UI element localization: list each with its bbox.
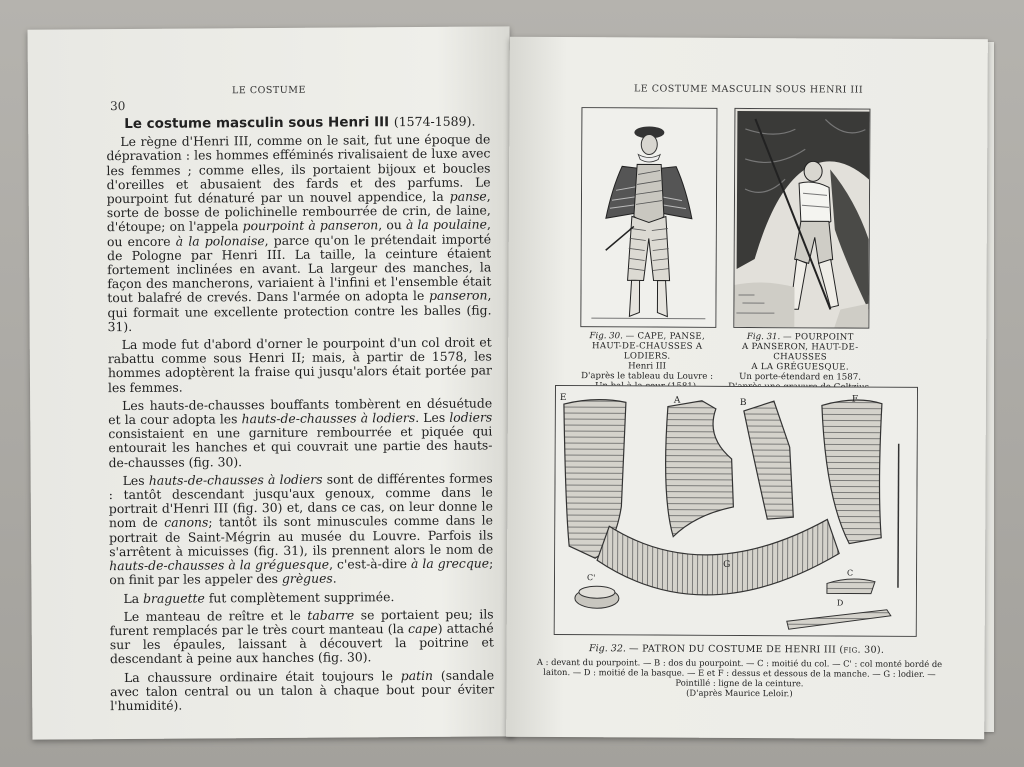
paragraph-4 [109, 471, 494, 587]
text-run: consistaient en une garniture rembourrée et piquée qui entourait les hanches et qui couvrait une partie des hauts-de-chausses (fig. 30). [108, 423, 493, 470]
text-run: sont de différentes formes : tantôt descendant jusqu'aux genoux, comme dans le portrait d'Henri III (fig. 30) et, dans ce cas, on leur donne le nom de [108, 470, 493, 531]
text-run: La [123, 590, 144, 606]
text-run: , ou encore [106, 216, 491, 249]
figure-32-caption-title [537, 644, 937, 656]
figure-30-caption-line-2: HAUT-DE-CHAUSSES A LODIERS. [592, 341, 703, 362]
figure-31-caption-line-3: A LA GRÉGUESQUE. [751, 362, 849, 373]
pattern-letter-c: C [847, 568, 854, 578]
figure-30-caption-line-3: Henri III [628, 361, 667, 372]
pattern-letter-f: F [851, 394, 859, 405]
text-run: se portaient peu; ils furent remplacés par le très court manteau (la [109, 606, 494, 639]
italic-term: canons [164, 514, 209, 531]
pattern-letter-d: D [836, 598, 844, 608]
body-text [106, 114, 494, 717]
text-run: ; on finit par les appeler des [109, 555, 494, 588]
paragraph-3 [108, 396, 492, 470]
figure-31-caption [721, 332, 879, 393]
paragraph-6 [110, 607, 494, 666]
section-title [106, 114, 490, 131]
figure-30-caption-line-1: — CAPE, PANSE, [625, 331, 706, 342]
italic-term: panse [449, 188, 487, 204]
paragraph-7 [110, 668, 494, 713]
pattern-letter-g: G [723, 559, 731, 570]
text-run: ) attaché sur les épaules, laissant à découvert la poitrine et descendant à peine aux hanches (fig. 30). [109, 620, 494, 667]
italic-term: à la poulaine [405, 216, 487, 233]
figure-30-caption [570, 331, 724, 392]
text-run: , parce qu'on le prétendait importé de Pologne par Henri III. La taille, la ceinture étaient fortement inclinées en avant. La largeur des manches, la façon des mancherons, variaient à l'infini et l'ensemble était tout balafré de crevés. Dans l'armée on adopta le [107, 231, 492, 306]
figure-30-label: Fig. 30. [589, 331, 623, 342]
left-page [28, 26, 515, 739]
pattern-letter-c-prime: C' [586, 573, 596, 583]
paragraphs [106, 133, 494, 714]
text-run: ; tantôt ils sont minuscules comme dans le portrait de Saint-Mégrin au musée du Louvre. Parfois ils s'arrêtent à micuisses (fig. 31), ils prennent alors le nom de [109, 512, 494, 560]
text-run: fut complètement supprimée. [204, 588, 395, 605]
running-head-right: LE COSTUME MASCULIN SOUS HENRI III [633, 83, 864, 96]
italic-term: hauts-de-chausses à lodiers [148, 471, 323, 488]
text-run: , ou [378, 217, 406, 233]
italic-term: braguette [143, 589, 205, 606]
right-page [506, 37, 988, 739]
paragraph-5 [109, 589, 493, 606]
italic-term: à la grecque [410, 555, 490, 572]
pattern-letter-e: E [559, 393, 567, 404]
text-run: La chaussure ordinaire était toujours le [123, 667, 401, 685]
figure-31-caption-line-4: Un porte-étendard en 1587. [739, 371, 861, 383]
text-run: Le manteau de reître et le [123, 607, 308, 624]
figure-31-label: Fig. 31. [746, 331, 781, 343]
pattern-letter-b: B [739, 397, 747, 408]
figure-32-legend-text: A : devant du pourpoint. — B : dos du pourpoint. — C : moitié du col. — C' : col monté bordé de laiton. — D : moitié de la basque. — E et F : dessus et dessous de la manche. — G : lodier. — Pointillé : ligne de la ceinture. [536, 656, 943, 689]
figure-32-credit: (D'après Maurice Leloir.) [686, 687, 793, 699]
figure-31-caption-line-2: A PANSERON, HAUT-DE-CHAUSSES [741, 341, 859, 363]
running-head-left: LE COSTUME [231, 84, 306, 97]
italic-term: patin [400, 667, 434, 683]
text-run: , c'est-à-dire [329, 556, 412, 572]
figure-31-caption-line-1: — POURPOINT [782, 332, 854, 343]
text-run: . [332, 570, 337, 586]
figure-30-engraving [580, 107, 717, 328]
pattern-letter-a: A [673, 395, 681, 406]
text-run: , qui formait une excellente protection contre les balles (fig. 31). [107, 287, 492, 334]
italic-term: pourpoint à panseron [242, 217, 379, 234]
figure-32-pattern-diagram [554, 385, 918, 637]
italic-term: lodiers [449, 409, 493, 425]
italic-term: hauts-de-chausses à lodiers [241, 410, 416, 427]
section-dates: (1574-1589). [393, 113, 476, 130]
text-run: (sandale avec talon central ou un talon à chaque bout pour éviter l'humidité). [110, 666, 495, 714]
italic-term: cape [408, 620, 438, 636]
text-run: La mode fut d'abord d'orner le pourpoint d'un col droit et rabattu comme sous Henri II; mais, à partir de 1578, les hommes adoptèrent la fraise qui jusqu'alors était portée par les femmes. [107, 334, 492, 395]
text-run: Les hauts-de-chausses bouffants tombèrent en désuétude et la cour adopta les [108, 395, 493, 428]
figure-30-caption-line-4: D'après le tableau du Louvre : [581, 371, 714, 382]
figure-32-label: Fig. 32. [589, 643, 626, 655]
costume-pattern-illustration [555, 386, 917, 636]
henri-iii-portrait-illustration [581, 108, 716, 327]
text-run: Les [122, 472, 149, 488]
text-run: , sorte de bosse de polichinelle rembourrée de crin, de laine, d'étoupe; on l'appela [106, 188, 491, 235]
italic-term: grègues [281, 570, 333, 587]
italic-term: tabarre [307, 607, 355, 623]
standard-bearer-illustration [734, 109, 869, 328]
section-title-text: Le costume masculin sous Henri III [124, 114, 390, 133]
text-run: Le règne d'Henri III, comme on le sait, fut une époque de dépravation : les hommes efféminés rivalisaient de luxe avec les femmes ; comme elles, ils portaient bijoux et boucles d'oreilles et abusaient des fards et des parfums. Le pourpoint fut dénaturé par un nouvel appendice, la [106, 131, 491, 207]
paragraph-1 [106, 133, 491, 335]
figure-32-legend [536, 657, 942, 699]
paragraph-2 [108, 336, 492, 395]
italic-term: à la polonaise [175, 232, 265, 249]
italic-term: hauts-de-chausses à la gréguesque [109, 556, 330, 574]
figure-31-engraving [733, 108, 870, 329]
figure-32-title: — PATRON DU COSTUME DE HENRI III (fig. 30). [628, 643, 885, 656]
pattern-piece-c [827, 579, 875, 594]
text-run: . Les [415, 409, 450, 426]
italic-term: panseron [429, 287, 488, 304]
page-number: 30 [110, 99, 126, 114]
